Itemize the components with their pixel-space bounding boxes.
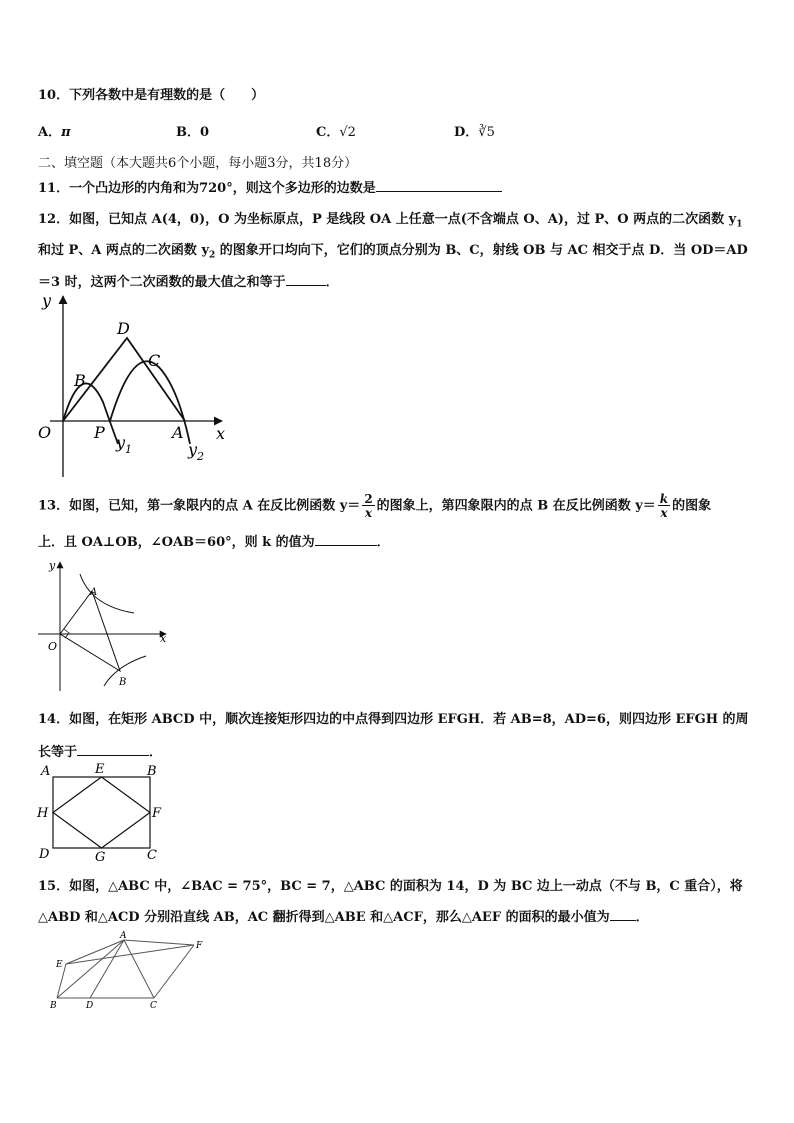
q12-label-o: O (38, 423, 52, 442)
q14-label-e: E (95, 762, 105, 777)
q12-label-p: P (94, 423, 105, 442)
q15-line2 (38, 906, 649, 925)
q12-figure (30, 292, 230, 472)
q13-triangle (60, 591, 120, 671)
q14-label-f: F (152, 806, 162, 821)
q13-frac1-num: 2 (364, 492, 373, 506)
q12-line3-text: ＝3 时，这两个二次函数的最大值之和等于 (38, 275, 286, 290)
q11-answer-blank[interactable] (376, 179, 502, 192)
q12-label-d: D (117, 319, 130, 338)
q14-line2 (38, 741, 162, 760)
q12-label-x: x (216, 424, 226, 443)
q14-label-d: D (39, 847, 50, 862)
q14-rhombus-efgh (53, 777, 150, 848)
q12-line2-text-a: 和过 P、A 两点的二次函数 y (38, 243, 209, 258)
q13-fraction-2-over-x (362, 493, 374, 519)
q15-line2-text: △ABD 和△ACD 分别沿直线 AB，AC 翻折得到△ABE 和△ACF，那么△AEF 的面积的最小值为 (38, 910, 610, 925)
q13-label-b: B (119, 677, 127, 688)
q13-line1-a: 13．如图，已知，第一象限内的点 A 在反比例函数 y＝ (38, 498, 361, 514)
q13-line1-b: 的图象上，第四象限内的点 B 在反比例函数 y＝ (376, 498, 656, 514)
q14-label-c: C (147, 848, 157, 863)
q14-label-a: A (41, 764, 51, 779)
q13-label-y: y (49, 559, 56, 572)
q13-frac2-den: x (660, 506, 668, 520)
q10-option-a-letter: A． (38, 125, 62, 140)
q12-line1-sub: 1 (736, 219, 743, 230)
q13-label-a: A (90, 587, 98, 598)
q12-curve-y1 (63, 383, 118, 444)
q15-label-c: C (150, 1001, 157, 1011)
q15-label-b: B (50, 1001, 57, 1011)
q14-line1: 14．如图，在矩形 ABCD 中，顺次连接矩形四边的中点得到四边形 EFGH．若 AB=8，AD=6，则四边形 EFGH 的周 (38, 712, 749, 727)
q15-label-e: E (56, 960, 63, 970)
q15-line1: 15．如图，△ABC 中，∠BAC = 75°，BC = 7，△ABC 的面积为 14，D 为 BC 边上一动点（不与 B，C 重合），将 (38, 879, 743, 894)
q14-label-g: G (95, 850, 106, 865)
q13-line1-c: 的图象 (672, 498, 712, 514)
q10-option-d-value: ∛5 (478, 125, 495, 140)
q13-curve-k2 (80, 574, 134, 613)
q10-option-b (176, 121, 209, 140)
q13-frac1-den: x (364, 506, 373, 520)
q11-text (38, 177, 502, 196)
section-heading: 二、填空题（本大题共6个小题，每小题3分，共18分） (38, 156, 358, 171)
q10-option-a-value: π (61, 125, 71, 140)
q12-answer-blank[interactable] (286, 273, 326, 286)
q14-figure (36, 762, 166, 865)
q10-option-c-letter: C． (316, 125, 340, 140)
q15-lines (57, 940, 194, 998)
q15-label-a: A (120, 931, 127, 941)
q12-line2-sub: 2 (209, 250, 216, 261)
q13-label-o: O (48, 640, 58, 653)
q12-line2 (38, 239, 748, 261)
q15-label-f: F (196, 941, 203, 951)
q14-line2-text: 长等于 (38, 745, 78, 760)
q13-line2-text: 上．且 OA⊥OB，∠OAB＝60°，则 k 的值为 (38, 535, 315, 550)
q14-answer-blank[interactable] (77, 743, 149, 756)
q14-label-b: B (147, 764, 157, 779)
q12-line1 (38, 208, 742, 230)
q10-option-c (316, 121, 356, 140)
q10-stem: 10．下列各数中是有理数的是（ ） (38, 88, 265, 103)
q13-line2 (38, 531, 390, 550)
q13-label-x: x (160, 632, 167, 645)
q12-line3 (38, 271, 339, 290)
q10-option-d-letter: D． (454, 125, 479, 140)
q10-option-d (454, 121, 495, 140)
q11-stem: 11．一个凸边形的内角和为720°，则这个多边形的边数是 (38, 181, 376, 196)
q13-answer-blank[interactable] (315, 533, 377, 546)
q12-line3-end: ． (325, 275, 339, 290)
q13-line2-end: ． (376, 535, 390, 550)
q10-option-a (38, 121, 71, 140)
q12-label-y2: $y_2$ (188, 440, 205, 463)
q12-label-y: y (42, 291, 52, 310)
q15-line2-end: ． (635, 910, 649, 925)
q12-label-a: A (172, 423, 184, 442)
q12-line2-text-b: 的图象开口均向下，它们的顶点分别为 B、C，射线 OB 与 AC 相交于点 D．当 OD＝AD (215, 243, 748, 258)
q15-answer-blank[interactable] (610, 908, 636, 921)
q13-line1 (38, 493, 711, 519)
q14-label-h: H (37, 806, 49, 821)
q13-figure (36, 556, 176, 691)
q10-option-b-letter: B． (176, 125, 200, 140)
q10-option-b-value: 0 (200, 125, 210, 140)
q14-rectangle-abcd (53, 777, 150, 848)
q10-option-c-value: √2 (339, 125, 356, 140)
q13-frac2-num: k (659, 492, 669, 506)
q13-fraction-k-over-x (658, 493, 670, 519)
q15-figure (44, 928, 214, 1018)
q12-line1-text: 12．如图，已知点 A(4，0)，O 为坐标原点，P 是线段 OA 上任意一点(不含端点 O、A)，过 P、O 两点的二次函数 y (38, 212, 737, 227)
q12-label-c: C (148, 351, 161, 370)
q12-label-b: B (74, 371, 86, 390)
q15-label-d: D (86, 1001, 94, 1011)
q12-label-y1: $y_1$ (116, 433, 133, 456)
q14-line2-end: ． (149, 745, 163, 760)
